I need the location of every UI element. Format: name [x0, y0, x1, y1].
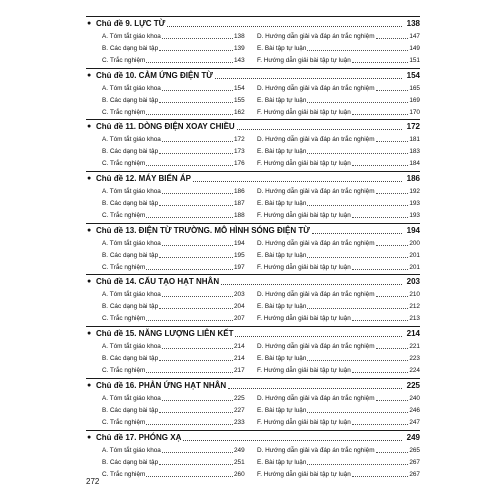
toc-row: [86, 457, 420, 468]
toc-row: [86, 198, 420, 209]
section-title: Chủ đề 9. LỰC TỪ: [96, 19, 166, 28]
entry-page: 154: [234, 85, 245, 92]
entry-page: 183: [409, 148, 420, 155]
leader-dots: [307, 153, 408, 154]
section-heading[interactable]: [86, 432, 420, 444]
entry-label[interactable]: F. Hướng dẫn giải bài tập tự luận: [257, 367, 351, 374]
entry-page: 186: [234, 188, 245, 195]
bullet-icon: ●: [87, 434, 92, 441]
entry-label[interactable]: B. Các dạng bài tập: [102, 252, 159, 259]
entry-page: 173: [234, 148, 245, 155]
entry-label[interactable]: D. Hướng dẫn giải và đáp án trắc nghiệm: [257, 240, 375, 247]
entry-page: 149: [409, 45, 420, 52]
bullet-icon: ●: [87, 330, 92, 337]
bullet-icon: ●: [87, 20, 92, 27]
entry-page: 147: [409, 33, 420, 40]
leader-dots: [352, 114, 408, 115]
toc-row: [86, 417, 420, 428]
entry-label[interactable]: F. Hướng dẫn giải bài tập tự luận: [257, 471, 351, 478]
section-heading[interactable]: [86, 380, 420, 392]
entry-label[interactable]: C. Trắc nghiệm: [102, 109, 146, 116]
leader-dots: [159, 153, 233, 154]
toc-row: [86, 445, 420, 456]
leader-dots: [376, 348, 408, 349]
leader-dots: [352, 217, 408, 218]
entry-page: 246: [409, 407, 420, 414]
entry-label[interactable]: F. Hướng dẫn giải bài tập tự luận: [257, 264, 351, 271]
leader-dots: [307, 360, 408, 361]
toc-row: [86, 353, 420, 364]
leader-dots: [376, 141, 408, 142]
leader-dots: [162, 90, 233, 91]
entry-label[interactable]: F. Hướng dẫn giải bài tập tự luận: [257, 315, 351, 322]
entry-label[interactable]: F. Hướng dẫn giải bài tập tự luận: [257, 212, 351, 219]
bullet-icon: ●: [87, 175, 92, 182]
toc-section: [86, 274, 420, 329]
leader-dots: [146, 476, 233, 477]
toc-row: [86, 55, 420, 66]
leader-dots: [162, 38, 233, 39]
section-title: Chủ đề 13. ĐIỆN TỪ TRƯỜNG. MÔ HÌNH SÓNG ĐIỆN TỪ: [96, 226, 310, 235]
toc-row: [86, 393, 420, 404]
section-title: Chủ đề 12. MÁY BIẾN ÁP: [96, 174, 191, 183]
section-heading[interactable]: [86, 173, 420, 185]
entry-label[interactable]: D. Hướng dẫn giải và đáp án trắc nghiệm: [257, 447, 375, 454]
leader-dots: [221, 284, 402, 285]
section-heading[interactable]: [86, 276, 420, 288]
toc-row: [86, 158, 420, 169]
entry-page: 197: [234, 264, 245, 271]
entry-page: 184: [409, 160, 420, 167]
leader-dots: [307, 464, 408, 465]
toc-row: [86, 186, 420, 197]
section-page: 154: [406, 71, 420, 80]
leader-dots: [376, 400, 408, 401]
leader-dots: [167, 26, 402, 27]
leader-dots: [159, 412, 233, 413]
section-title: Chủ đề 14. CẤU TẠO HẠT NHÂN: [96, 277, 220, 286]
entry-label[interactable]: E. Bài tập tự luận: [257, 97, 307, 104]
bullet-icon: ●: [87, 278, 92, 285]
toc-section: [86, 326, 420, 381]
entry-page: 151: [409, 57, 420, 64]
leader-dots: [159, 464, 233, 465]
section-title: Chủ đề 15. NĂNG LƯỢNG LIÊN KẾT: [96, 329, 234, 338]
leader-dots: [146, 114, 233, 115]
entry-page: 265: [409, 447, 420, 454]
toc-row: [86, 262, 420, 273]
leader-dots: [228, 388, 402, 389]
entry-page: 201: [409, 264, 420, 271]
entry-label[interactable]: E. Bài tập tự luận: [257, 148, 307, 155]
entry-label[interactable]: B. Các dạng bài tập: [102, 97, 159, 104]
entry-page: 192: [409, 188, 420, 195]
leader-dots: [146, 320, 233, 321]
leader-dots: [312, 233, 402, 234]
entry-page: 204: [234, 303, 245, 310]
leader-dots: [352, 165, 408, 166]
leader-dots: [237, 129, 402, 130]
bullet-icon: ●: [87, 72, 92, 79]
toc-row: [86, 107, 420, 118]
toc-row: [86, 83, 420, 94]
entry-label[interactable]: A. Tóm tắt giáo khoa: [102, 188, 161, 195]
entry-label[interactable]: E. Bài tập tự luận: [257, 252, 307, 259]
leader-dots: [162, 193, 233, 194]
entry-label[interactable]: E. Bài tập tự luận: [257, 200, 307, 207]
entry-page: 201: [409, 252, 420, 259]
entry-label[interactable]: D. Hướng dẫn giải và đáp án trắc nghiệm: [257, 85, 375, 92]
leader-dots: [146, 269, 233, 270]
leader-dots: [307, 102, 408, 103]
leader-dots: [307, 50, 408, 51]
entry-page: 188: [234, 212, 245, 219]
section-heading[interactable]: [86, 18, 420, 30]
leader-dots: [159, 257, 233, 258]
entry-page: 214: [234, 355, 245, 362]
entry-label[interactable]: D. Hướng dẫn giải và đáp án trắc nghiệm: [257, 395, 375, 402]
leader-dots: [146, 217, 233, 218]
entry-page: 138: [234, 33, 245, 40]
entry-label[interactable]: B. Các dạng bài tập: [102, 303, 159, 310]
entry-label[interactable]: F. Hướng dẫn giải bài tập tự luận: [257, 419, 351, 426]
entry-label[interactable]: A. Tóm tắt giáo khoa: [102, 343, 161, 350]
entry-label[interactable]: A. Tóm tắt giáo khoa: [102, 291, 161, 298]
section-title: Chủ đề 10. CẢM ỨNG ĐIỆN TỪ: [96, 71, 213, 80]
entry-label[interactable]: D. Hướng dẫn giải và đáp án trắc nghiệm: [257, 33, 375, 40]
entry-page: 181: [409, 136, 420, 143]
entry-label[interactable]: C. Trắc nghiệm: [102, 160, 146, 167]
entry-label[interactable]: A. Tóm tắt giáo khoa: [102, 447, 161, 454]
leader-dots: [376, 38, 408, 39]
entry-label[interactable]: B. Các dạng bài tập: [102, 200, 159, 207]
entry-page: 162: [234, 109, 245, 116]
leader-dots: [376, 90, 408, 91]
toc-row: [86, 313, 420, 324]
entry-page: 214: [234, 343, 245, 350]
leader-dots: [376, 193, 408, 194]
leader-dots: [352, 424, 408, 425]
entry-page: 203: [234, 291, 245, 298]
toc-row: [86, 250, 420, 261]
entry-page: 247: [409, 419, 420, 426]
entry-page: 195: [234, 252, 245, 259]
leader-dots: [162, 296, 233, 297]
entry-label[interactable]: C. Trắc nghiệm: [102, 264, 146, 271]
toc-row: [86, 95, 420, 106]
entry-label[interactable]: E. Bài tập tự luận: [257, 407, 307, 414]
entry-page: 194: [234, 240, 245, 247]
entry-page: 165: [409, 85, 420, 92]
entry-page: 233: [234, 419, 245, 426]
bullet-icon: ●: [87, 123, 92, 130]
toc-row: [86, 289, 420, 300]
bullet-icon: ●: [87, 382, 92, 389]
leader-dots: [215, 78, 402, 79]
leader-dots: [352, 269, 408, 270]
entry-label[interactable]: B. Các dạng bài tập: [102, 45, 159, 52]
toc-row: [86, 469, 420, 480]
entry-label[interactable]: C. Trắc nghiệm: [102, 315, 146, 322]
toc-row: [86, 31, 420, 42]
entry-page: 267: [409, 471, 420, 478]
section-page: 225: [406, 381, 420, 390]
leader-dots: [146, 62, 233, 63]
leader-dots: [146, 372, 233, 373]
toc-section: [86, 223, 420, 278]
toc-row: [86, 210, 420, 221]
section-heading[interactable]: [86, 328, 420, 340]
page-number: 272: [86, 477, 100, 486]
section-page: 203: [406, 277, 420, 286]
toc-row: [86, 301, 420, 312]
leader-dots: [146, 165, 233, 166]
entry-page: 225: [234, 395, 245, 402]
leader-dots: [307, 257, 408, 258]
toc-row: [86, 405, 420, 416]
bullet-icon: ●: [87, 227, 92, 234]
toc-section: [86, 378, 420, 433]
section-page: 249: [406, 433, 420, 442]
entry-page: 240: [409, 395, 420, 402]
entry-label[interactable]: F. Hướng dẫn giải bài tập tự luận: [257, 160, 351, 167]
entry-page: 193: [409, 200, 420, 207]
section-title: Chủ đề 17. PHÓNG XẠ: [96, 433, 182, 442]
entry-label[interactable]: C. Trắc nghiệm: [102, 419, 146, 426]
entry-label[interactable]: A. Tóm tắt giáo khoa: [102, 33, 161, 40]
section-page: 194: [406, 226, 420, 235]
leader-dots: [159, 360, 233, 361]
entry-label[interactable]: A. Tóm tắt giáo khoa: [102, 85, 161, 92]
entry-page: 212: [409, 303, 420, 310]
entry-label[interactable]: A. Tóm tắt giáo khoa: [102, 240, 161, 247]
entry-label[interactable]: D. Hướng dẫn giải và đáp án trắc nghiệm: [257, 343, 375, 350]
section-title: Chủ đề 16. PHẢN ỨNG HẠT NHÂN: [96, 381, 227, 390]
section-page: 172: [406, 122, 420, 131]
leader-dots: [159, 205, 233, 206]
toc-row: [86, 43, 420, 54]
entry-label[interactable]: B. Các dạng bài tập: [102, 407, 159, 414]
entry-page: 200: [409, 240, 420, 247]
entry-label[interactable]: E. Bài tập tự luận: [257, 355, 307, 362]
entry-page: 221: [409, 343, 420, 350]
leader-dots: [352, 62, 408, 63]
section-heading[interactable]: [86, 121, 420, 133]
leader-dots: [307, 308, 408, 309]
leader-dots: [162, 452, 233, 453]
toc-section: [86, 430, 420, 485]
entry-label[interactable]: C. Trắc nghiệm: [102, 212, 146, 219]
section-page: 138: [406, 19, 420, 28]
entry-label[interactable]: F. Hướng dẫn giải bài tập tự luận: [257, 57, 351, 64]
leader-dots: [235, 336, 402, 337]
toc-section: [86, 16, 420, 71]
entry-label[interactable]: E. Bài tập tự luận: [257, 459, 307, 466]
toc-row: [86, 134, 420, 145]
entry-label[interactable]: B. Các dạng bài tập: [102, 148, 159, 155]
entry-label[interactable]: C. Trắc nghiệm: [102, 367, 146, 374]
entry-page: 176: [234, 160, 245, 167]
leader-dots: [352, 320, 408, 321]
section-page: 186: [406, 174, 420, 183]
entry-page: 172: [234, 136, 245, 143]
entry-page: 251: [234, 459, 245, 466]
entry-label[interactable]: B. Các dạng bài tập: [102, 355, 159, 362]
entry-page: 170: [409, 109, 420, 116]
toc-section: [86, 171, 420, 226]
entry-page: 143: [234, 57, 245, 64]
leader-dots: [376, 452, 408, 453]
entry-page: 224: [409, 367, 420, 374]
section-heading[interactable]: [86, 70, 420, 82]
leader-dots: [307, 205, 408, 206]
entry-label[interactable]: A. Tóm tắt giáo khoa: [102, 136, 161, 143]
entry-label[interactable]: D. Hướng dẫn giải và đáp án trắc nghiệm: [257, 291, 375, 298]
toc-row: [86, 238, 420, 249]
entry-page: 139: [234, 45, 245, 52]
leader-dots: [193, 181, 402, 182]
entry-label[interactable]: C. Trắc nghiệm: [102, 471, 146, 478]
leader-dots: [376, 245, 408, 246]
entry-page: 260: [234, 471, 245, 478]
toc-section: [86, 119, 420, 174]
entry-page: 249: [234, 447, 245, 454]
entry-page: 227: [234, 407, 245, 414]
leader-dots: [159, 102, 233, 103]
entry-page: 187: [234, 200, 245, 207]
entry-page: 193: [409, 212, 420, 219]
leader-dots: [376, 296, 408, 297]
leader-dots: [183, 440, 402, 441]
leader-dots: [162, 400, 233, 401]
section-heading[interactable]: [86, 225, 420, 237]
entry-label[interactable]: E. Bài tập tự luận: [257, 303, 307, 310]
entry-label[interactable]: D. Hướng dẫn giải và đáp án trắc nghiệm: [257, 136, 375, 143]
entry-label[interactable]: A. Tóm tắt giáo khoa: [102, 395, 161, 402]
toc-row: [86, 365, 420, 376]
entry-page: 155: [234, 97, 245, 104]
leader-dots: [307, 412, 408, 413]
entry-label[interactable]: D. Hướng dẫn giải và đáp án trắc nghiệm: [257, 188, 375, 195]
leader-dots: [162, 245, 233, 246]
leader-dots: [162, 348, 233, 349]
entry-label[interactable]: E. Bài tập tự luận: [257, 45, 307, 52]
entry-label[interactable]: B. Các dạng bài tập: [102, 459, 159, 466]
entry-page: 207: [234, 315, 245, 322]
section-page: 214: [406, 329, 420, 338]
entry-page: 267: [409, 459, 420, 466]
entry-page: 217: [234, 367, 245, 374]
entry-page: 169: [409, 97, 420, 104]
section-title: Chủ đề 11. DÒNG ĐIỆN XOAY CHIỀU: [96, 122, 235, 131]
entry-page: 223: [409, 355, 420, 362]
leader-dots: [159, 50, 233, 51]
leader-dots: [352, 372, 408, 373]
toc-row: [86, 341, 420, 352]
toc-row: [86, 146, 420, 157]
entry-page: 213: [409, 315, 420, 322]
leader-dots: [146, 424, 233, 425]
entry-page: 210: [409, 291, 420, 298]
toc-section: [86, 68, 420, 123]
leader-dots: [162, 141, 233, 142]
leader-dots: [352, 476, 408, 477]
leader-dots: [159, 308, 233, 309]
entry-label[interactable]: C. Trắc nghiệm: [102, 57, 146, 64]
entry-label[interactable]: F. Hướng dẫn giải bài tập tự luận: [257, 109, 351, 116]
